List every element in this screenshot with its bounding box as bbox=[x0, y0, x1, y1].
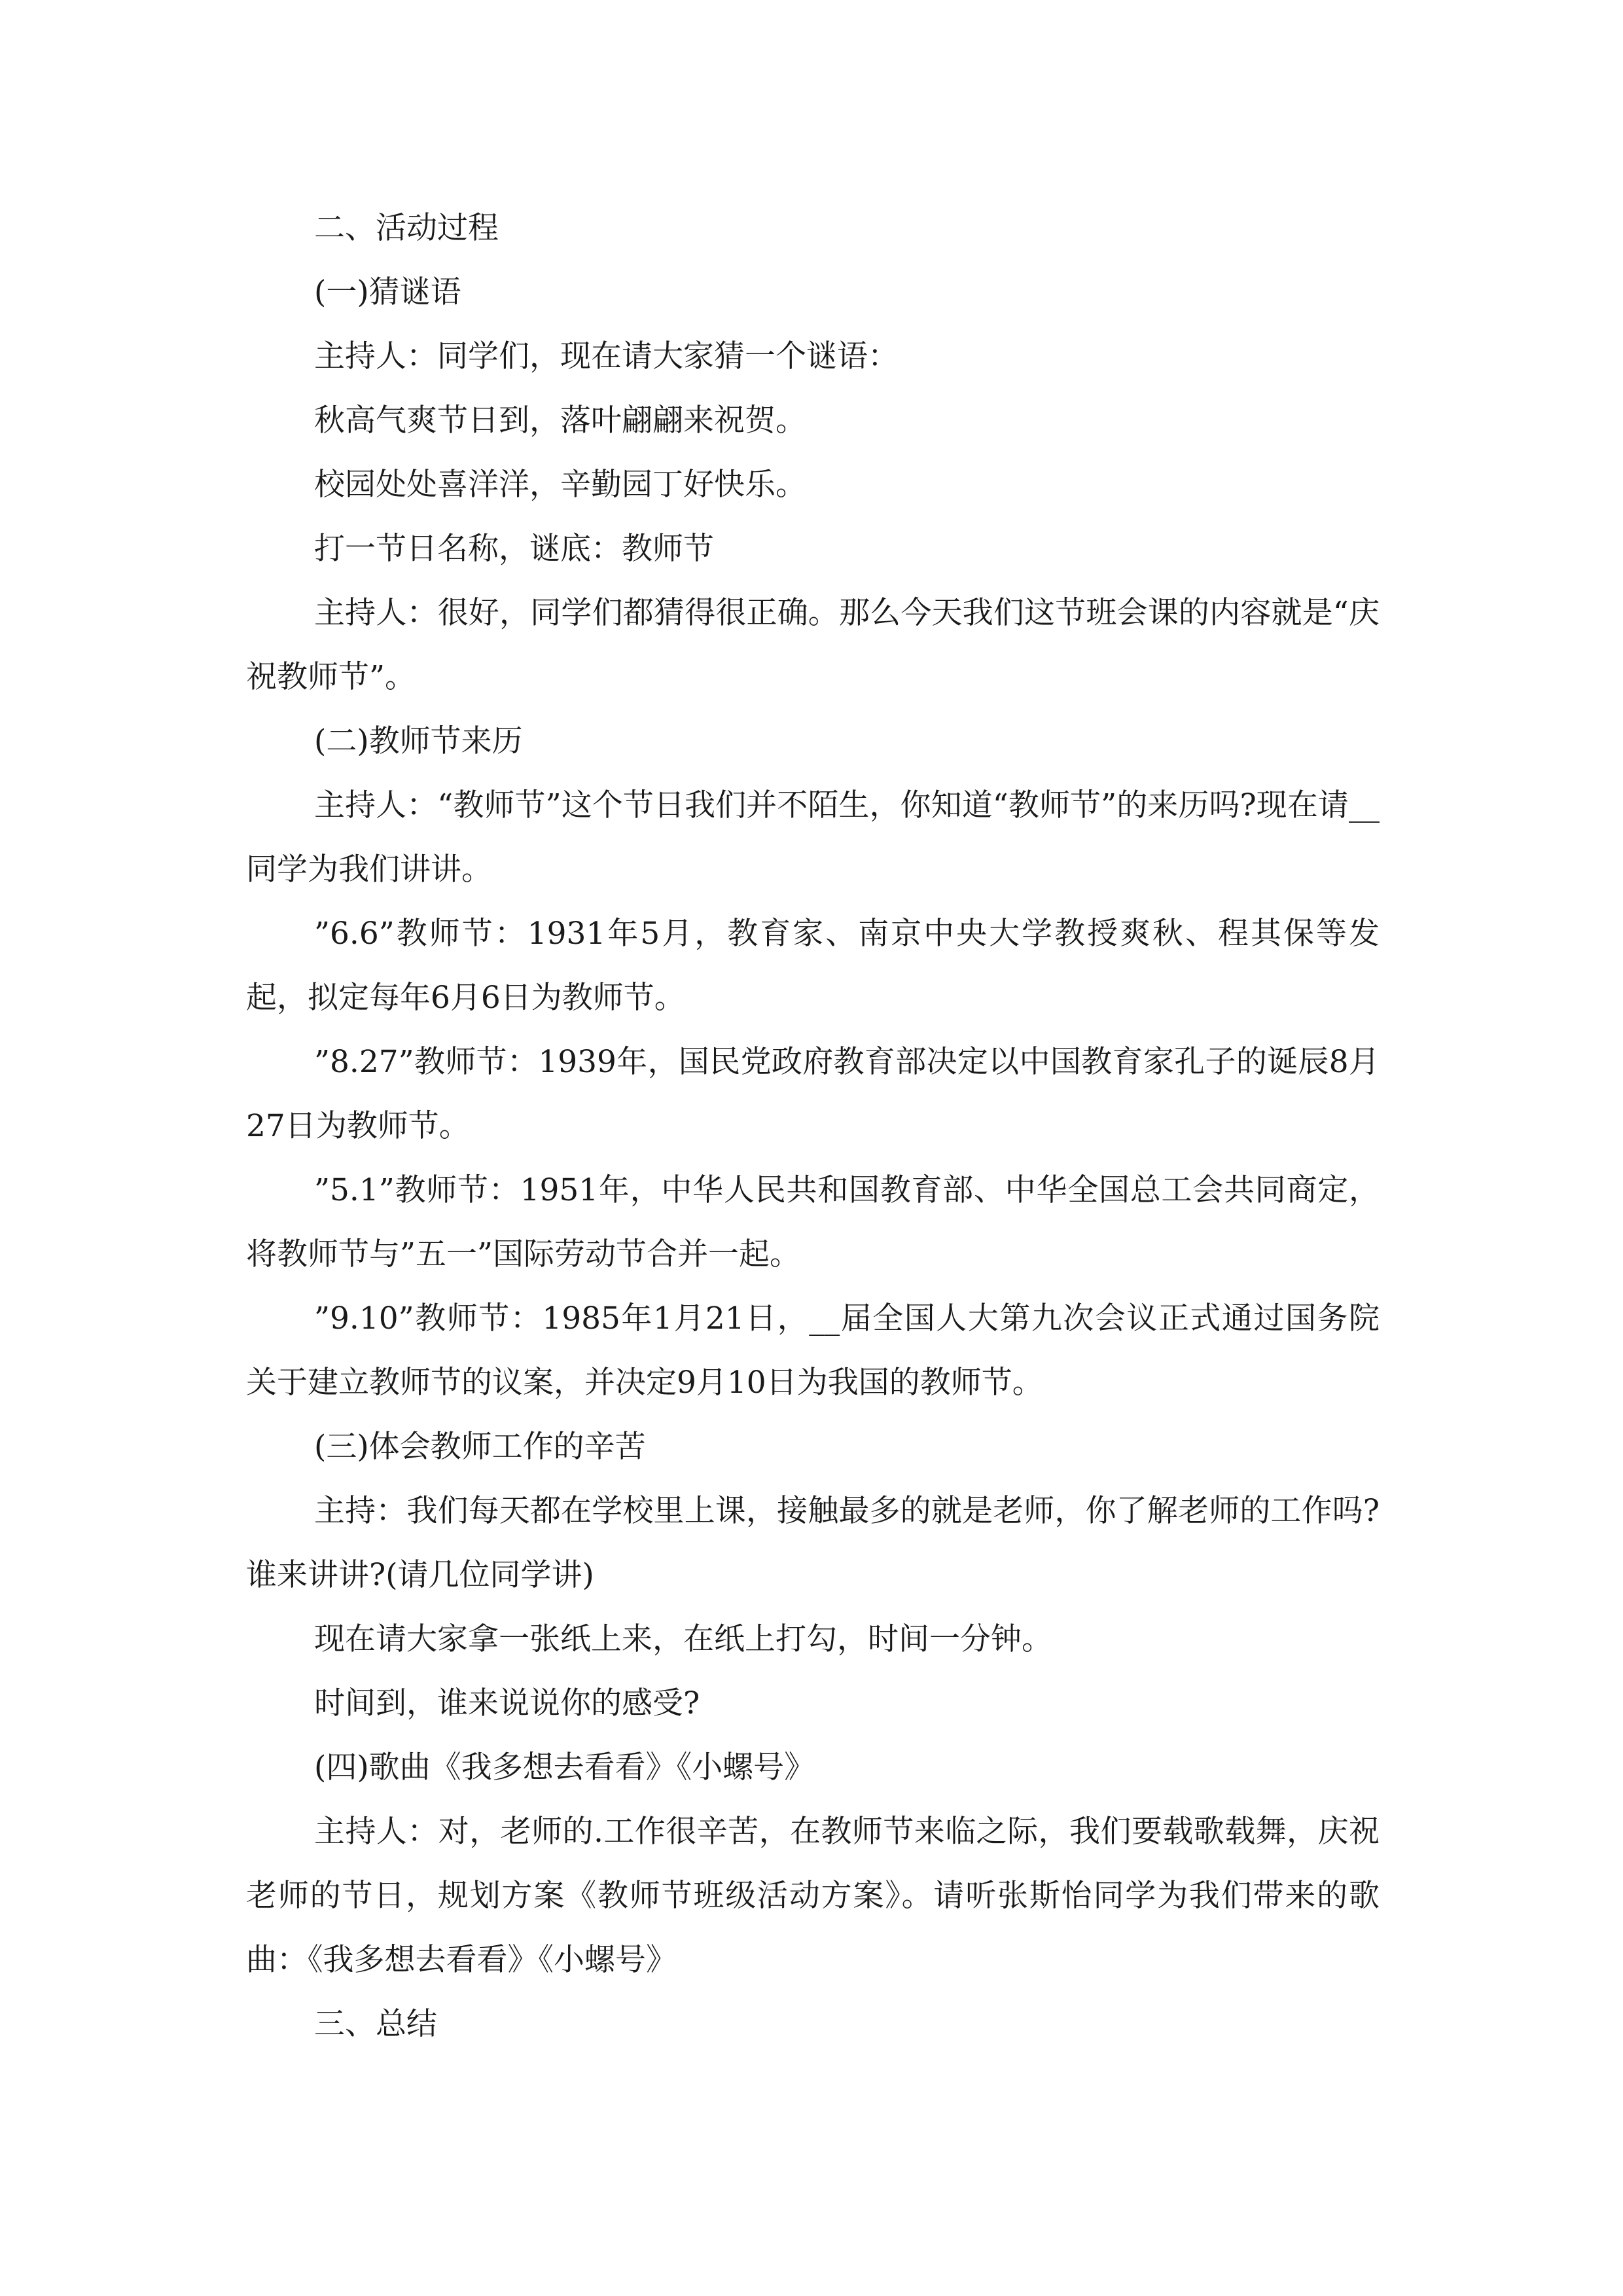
paragraph-host-songs: 主持人：对，老师的.工作很辛苦，在教师节来临之际，我们要载歌载舞，庆祝老师的节日，规划方案《教师节班级活动方案》。请听张斯怡同学为我们带来的歌曲：《我多想去看看》《小螺号》 bbox=[246, 1814, 1380, 1978]
paragraph-time-up: 时间到，谁来说说你的感受? bbox=[314, 1685, 700, 1721]
paragraph-history-9-10: ”9.10”教师节：1985年1月21日，__届全国人大第九次会议正式通过国务院关于建立教师节的议案，并决定9月10日为我国的教师节。 bbox=[246, 1300, 1380, 1401]
paragraph-riddle-line-1: 秋高气爽节日到，落叶翩翩来祝贺。 bbox=[314, 403, 806, 439]
subheading-songs: (四)歌曲《我多想去看看》《小螺号》 bbox=[314, 1749, 815, 1785]
paragraph-host-theme: 主持人：很好，同学们都猜得很正确。那么今天我们这节班会课的内容就是“庆祝教师节”。 bbox=[246, 595, 1380, 695]
subheading-riddle: (一)猜谜语 bbox=[314, 274, 461, 310]
subheading-teacher-work: (三)体会教师工作的辛苦 bbox=[314, 1429, 646, 1465]
paragraph-history-8-27: ”8.27”教师节：1939年，国民党政府教育部决定以中国教育家孔子的诞辰8月27日为教师节。 bbox=[246, 1044, 1380, 1144]
document-body bbox=[246, 196, 1380, 2056]
paragraph-host-teacher-work: 主持：我们每天都在学校里上课，接触最多的就是老师，你了解老师的工作吗?谁来讲讲?(请几位同学讲) bbox=[246, 1493, 1380, 1593]
paragraph-host-history: 主持人：“教师节”这个节日我们并不陌生，你知道“教师节”的来历吗?现在请__同学为我们讲讲。 bbox=[246, 787, 1380, 888]
section-heading-summary: 三、总结 bbox=[314, 2006, 437, 2042]
paragraph-host-riddle-intro: 主持人：同学们，现在请大家猜一个谜语： bbox=[314, 338, 899, 374]
subheading-history: (二)教师节来历 bbox=[314, 723, 523, 759]
paragraph-history-5-1: ”5.1”教师节：1951年，中华人民共和国教育部、中华全国总工会共同商定，将教师节与”五一”国际劳动节合并一起。 bbox=[246, 1172, 1380, 1272]
paragraph-riddle-answer: 打一节日名称，谜底：教师节 bbox=[314, 531, 714, 567]
paragraph-paper-activity: 现在请大家拿一张纸上来，在纸上打勾，时间一分钟。 bbox=[314, 1621, 1052, 1657]
paragraph-history-6-6: ”6.6”教师节：1931年5月，教育家、南京中央大学教授爽秋、程其保等发起，拟定每年6月6日为教师节。 bbox=[246, 916, 1380, 1016]
section-heading-process: 二、活动过程 bbox=[314, 210, 499, 246]
paragraph-riddle-line-2: 校园处处喜洋洋，辛勤园丁好快乐。 bbox=[314, 467, 806, 503]
